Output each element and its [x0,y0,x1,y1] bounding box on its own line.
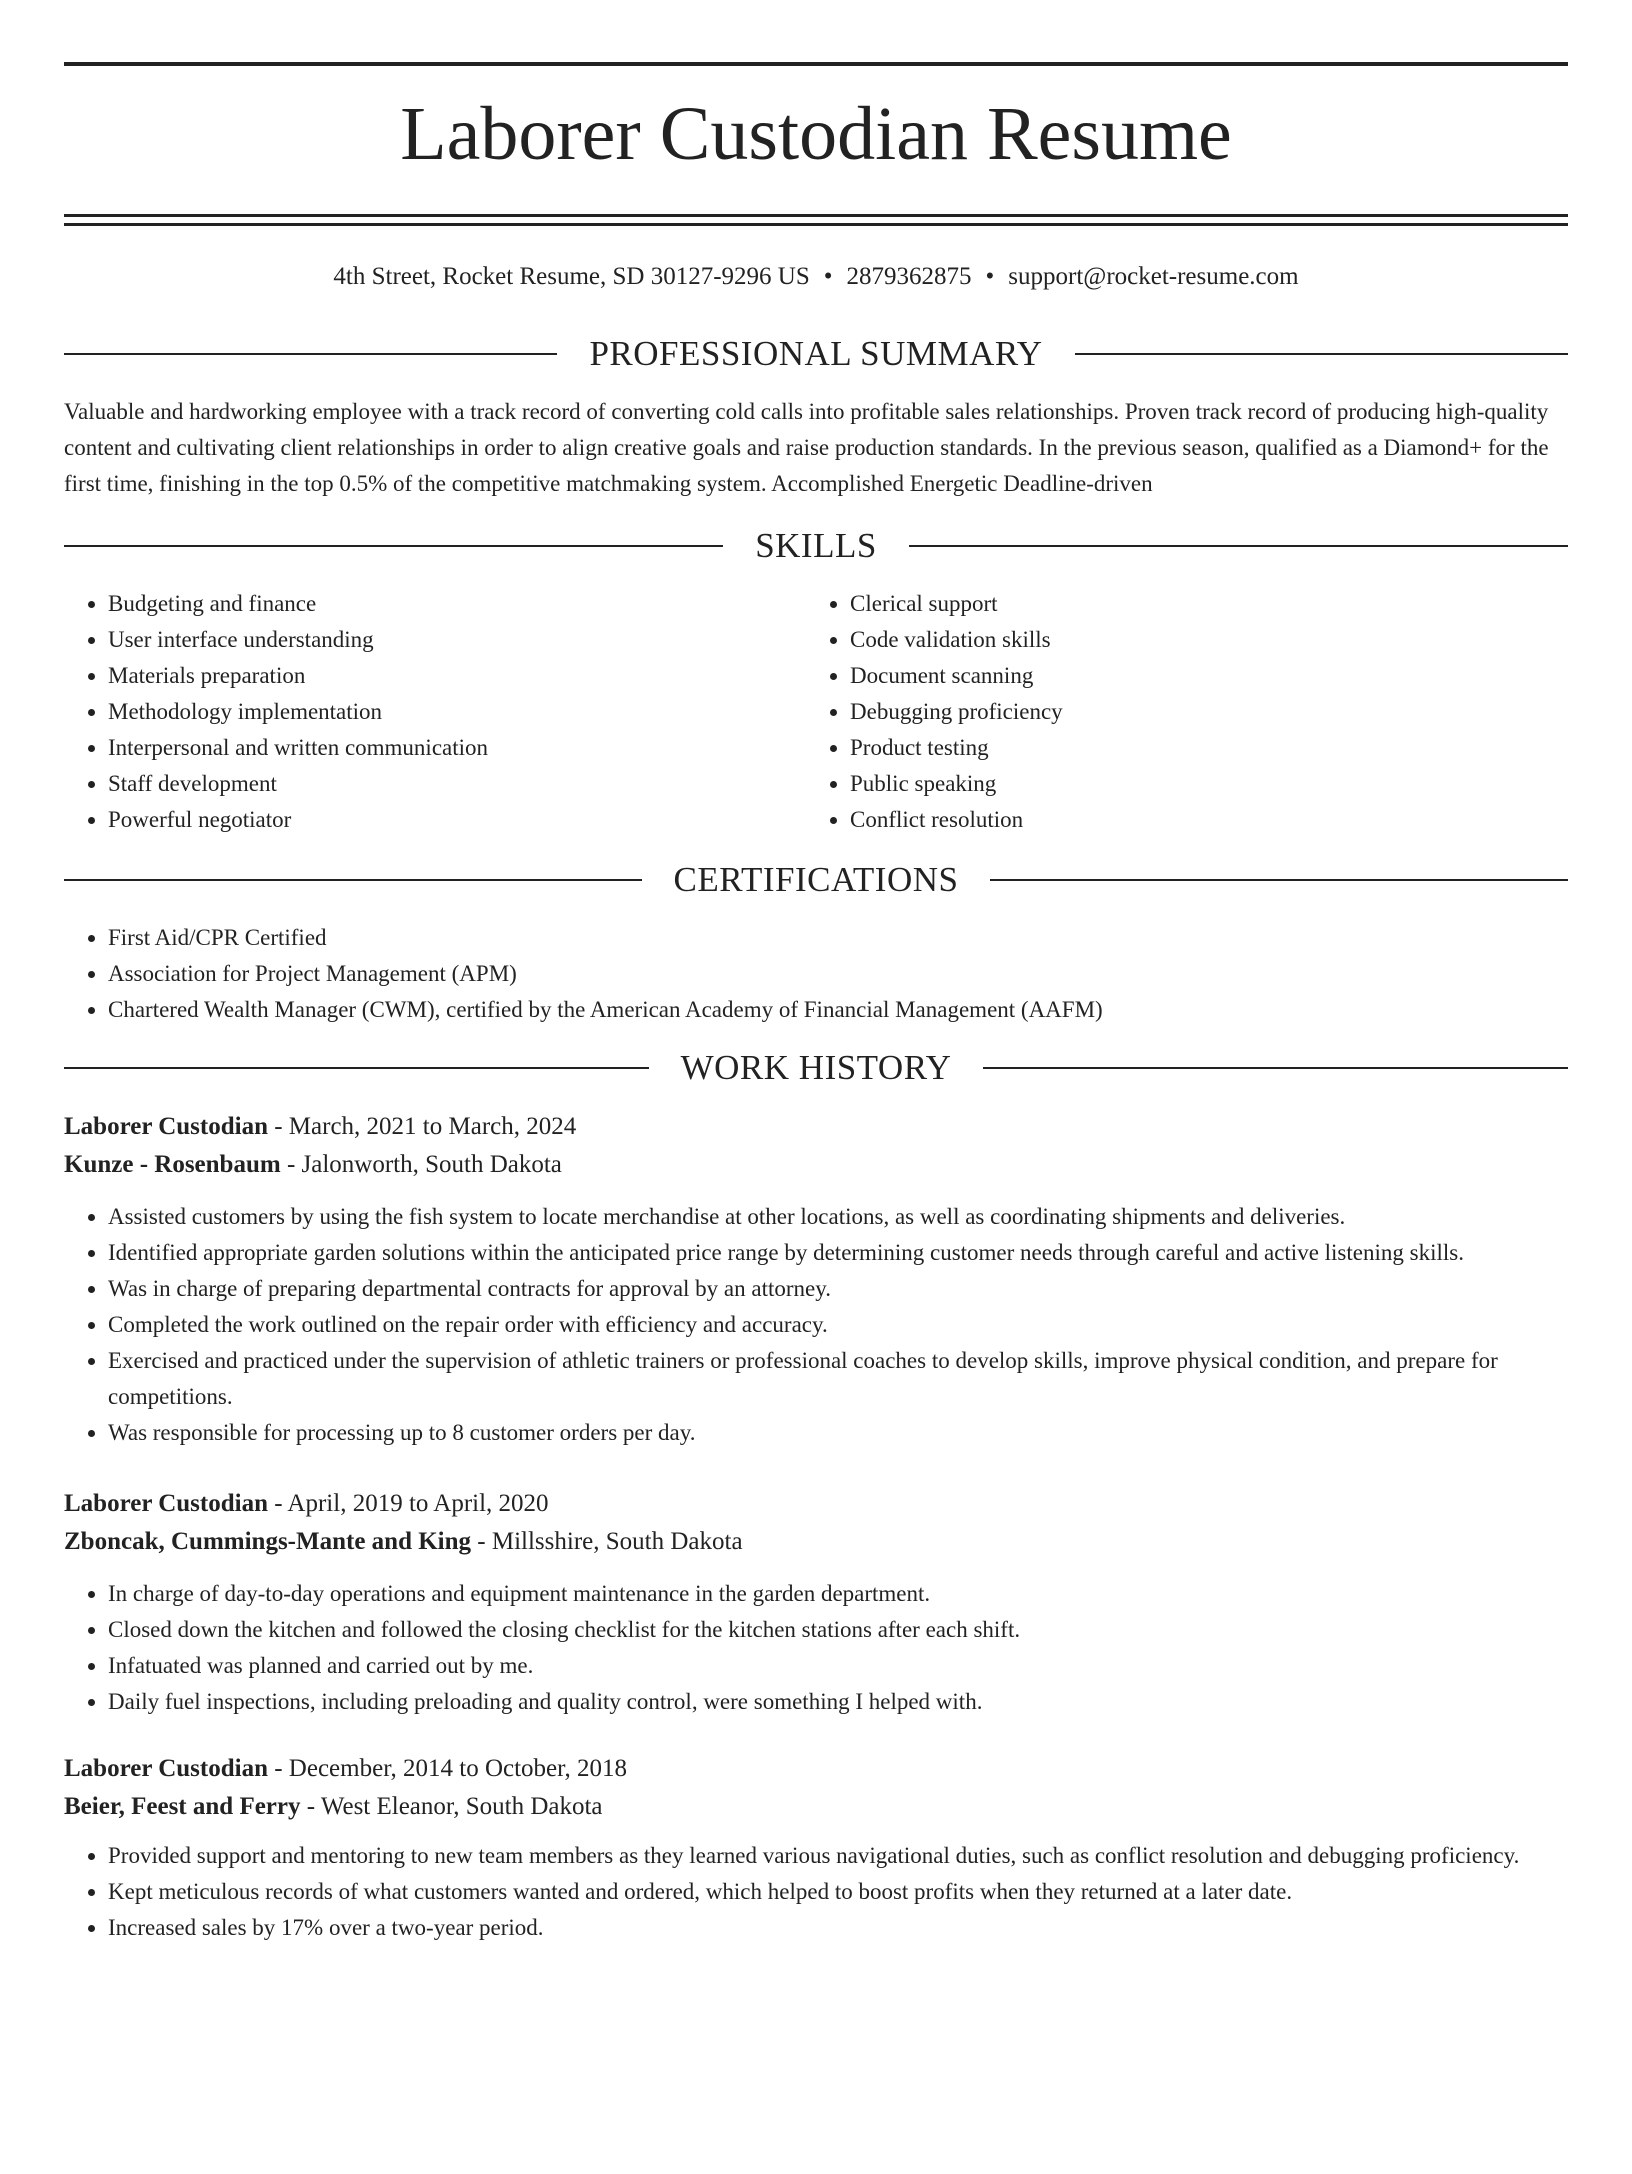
resume-page [0,62,1632,2174]
job-dates: - March, 2021 to March, 2024 [267,1113,577,1140]
contact-separator: • [985,263,995,290]
job-bullets [64,1199,1568,1451]
job-company: Zboncak, Cummings-Mante and King [64,1528,472,1555]
section-rule [1075,353,1568,355]
skill-item: • Staff development [108,766,806,802]
skills-column-right [806,586,1568,838]
certification-item: • Chartered Wealth Manager (CWM), certified by the American Academy of Financial Management (AAFM) [108,992,1568,1028]
section-rule [990,879,1568,881]
skills-list [64,586,1568,838]
job-title-line [64,1750,1568,1788]
section-rule [909,545,1568,547]
section-rule [64,879,642,881]
job-entry [64,1750,1568,1946]
section-rule [983,1067,1568,1069]
job-company: Beier, Feest and Ferry [64,1793,301,1820]
job-bullet: • Identified appropriate garden solutions within the anticipated price range by determining customer needs through careful and active listening skills. [108,1235,1568,1271]
skill-item: • Powerful negotiator [108,802,806,838]
skill-item: • Document scanning [850,658,1568,694]
job-bullets [64,1576,1568,1720]
skill-item: • Debugging proficiency [850,694,1568,730]
certification-item: • Association for Project Management (APM) [108,956,1568,992]
skill-item: • User interface understanding [108,622,806,658]
certifications-heading: CERTIFICATIONS [673,860,959,899]
job-company-line [64,1788,1568,1826]
job-company-line [64,1146,1568,1184]
skill-item: • Methodology implementation [108,694,806,730]
skills-column-left [64,586,806,838]
section-rule [64,1067,649,1069]
work-section-header [64,1048,1568,1088]
job-bullet: • Was in charge of preparing departmental contracts for approval by an attorney. [108,1271,1568,1307]
skill-item: • Public speaking [850,766,1568,802]
work-heading: WORK HISTORY [680,1048,952,1087]
top-rule [64,62,1568,66]
contact-phone: 2879362875 [846,263,972,290]
skill-item: • Materials preparation [108,658,806,694]
job-dates: - April, 2019 to April, 2020 [267,1490,549,1517]
skill-item: • Clerical support [850,586,1568,622]
job-bullet: • Assisted customers by using the fish system to locate merchandise at other locations, as well as coordinating shipments and deliveries. [108,1199,1568,1235]
contact-line [64,262,1568,292]
contact-email[interactable]: support@rocket-resume.com [1008,263,1299,290]
job-title-line [64,1485,1568,1523]
job-bullet: • Daily fuel inspections, including preloading and quality control, were something I helped with. [108,1684,1568,1720]
skills-section-header [64,526,1568,566]
title-double-rule [64,214,1568,226]
job-bullet: • Provided support and mentoring to new team members as they learned various navigational duties, such as conflict resolution and debugging proficiency. [108,1838,1568,1874]
skill-item: • Budgeting and finance [108,586,806,622]
job-title-line [64,1108,1568,1146]
job-title: Laborer Custodian [64,1490,268,1517]
job-entry [64,1108,1568,1451]
job-company: Kunze - Rosenbaum [64,1151,281,1178]
skill-item: • Conflict resolution [850,802,1568,838]
job-bullet: • Exercised and practiced under the supervision of athletic trainers or professional coaches to develop skills, improve physical condition, and prepare for competitions. [108,1343,1568,1415]
section-rule [64,545,723,547]
section-rule [64,353,557,355]
certifications-section-header [64,860,1568,900]
job-title: Laborer Custodian [64,1113,268,1140]
skill-item: • Product testing [850,730,1568,766]
job-bullets [64,1838,1568,1946]
summary-text: Valuable and hardworking employee with a track record of converting cold calls into profitable sales relationships. Proven track record of producing high-quality content and cultivating client relationships in order to align creative goals and raise production standards. In the previous season, qualified as a Diamond+ for the first time, finishing in the top 0.5% of the competitive matchmaking system. Accomplished Energetic Deadline-driven [64,399,1549,496]
contact-separator: • [823,263,833,290]
job-company-line [64,1523,1568,1561]
skill-item: • Code validation skills [850,622,1568,658]
job-location: - Millsshire, South Dakota [471,1528,743,1555]
summary-section-header [64,334,1568,374]
job-location: - Jalonworth, South Dakota [280,1151,562,1178]
job-bullet: • Infatuated was planned and carried out by me. [108,1648,1568,1684]
certifications-list [64,920,1568,1028]
job-location: - West Eleanor, South Dakota [300,1793,603,1820]
job-bullet: • Closed down the kitchen and followed the closing checklist for the kitchen stations after each shift. [108,1612,1568,1648]
job-bullet: • Increased sales by 17% over a two-year period. [108,1910,1568,1946]
job-dates: - December, 2014 to October, 2018 [267,1755,627,1782]
job-bullet: • Was responsible for processing up to 8 customer orders per day. [108,1415,1568,1451]
summary-heading: PROFESSIONAL SUMMARY [589,334,1043,373]
certification-item: • First Aid/CPR Certified [108,920,1568,956]
job-title: Laborer Custodian [64,1755,268,1782]
job-bullet: • In charge of day-to-day operations and equipment maintenance in the garden department. [108,1576,1568,1612]
resume-title: Laborer Custodian Resume [400,92,1232,176]
job-bullet: • Completed the work outlined on the repair order with efficiency and accuracy. [108,1307,1568,1343]
job-entry [64,1485,1568,1720]
skills-heading: SKILLS [755,526,877,565]
contact-address: 4th Street, Rocket Resume, SD 30127-9296 US [333,263,810,290]
skill-item: • Interpersonal and written communication [108,730,806,766]
job-bullet: • Kept meticulous records of what customers wanted and ordered, which helped to boost profits when they returned at a later date. [108,1874,1568,1910]
